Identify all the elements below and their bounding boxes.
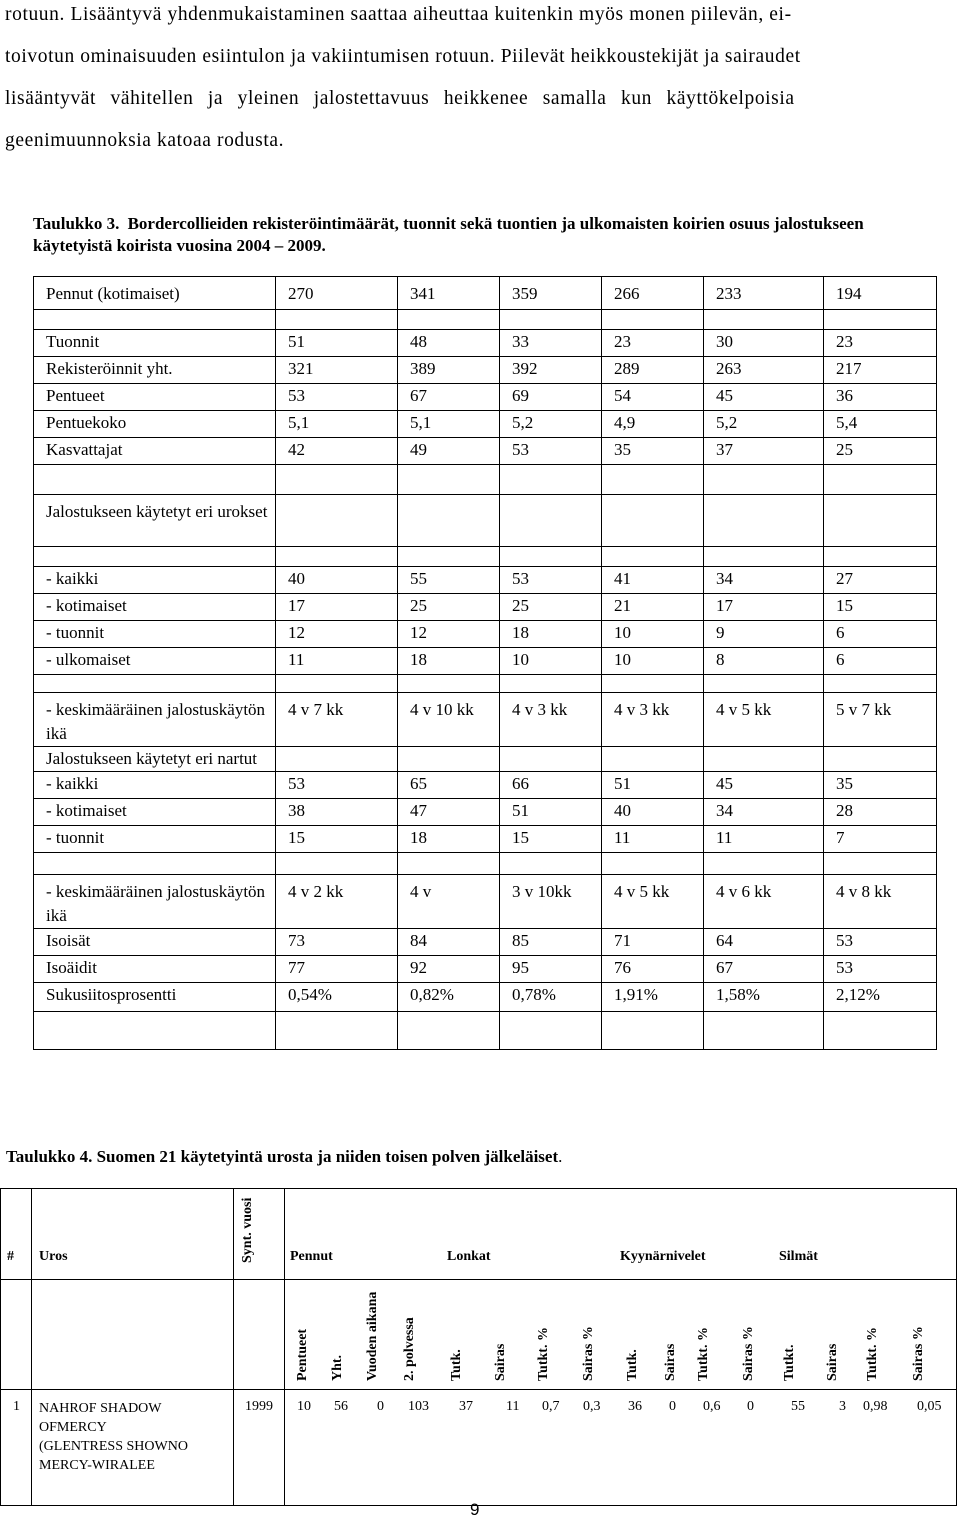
row-value: 3	[839, 1399, 846, 1414]
table-cell	[500, 1012, 602, 1050]
table-cell: 4 v 8 kk	[824, 875, 937, 929]
table3-row	[34, 648, 937, 675]
table-cell: 27	[824, 567, 937, 594]
table-cell: 40	[602, 799, 704, 826]
table-cell: 76	[602, 956, 704, 983]
table-cell: 51	[602, 772, 704, 799]
table-cell	[500, 547, 602, 567]
header-kyynarnivelet: Kyynärnivelet	[620, 1249, 706, 1264]
row-label: - kaikki	[34, 772, 276, 799]
row-label: - tuonnit	[34, 621, 276, 648]
row-divider	[1, 1389, 956, 1390]
table-cell: 53	[824, 929, 937, 956]
column-divider	[31, 1189, 32, 1505]
table3-caption-text: Bordercollieiden rekisteröintimäärät, tuonnit sekä tuontien ja ulkomaisten koirien osuus jalostukseen käytetyistä koirista vuosina 2004 – 2009.	[33, 214, 864, 255]
table-cell: 4 v 10 kk	[398, 693, 500, 747]
table-cell: 77	[276, 956, 398, 983]
table-cell: 4 v	[398, 875, 500, 929]
intro-paragraph	[5, 0, 945, 162]
subheader-7: Tutkt. %	[536, 1327, 551, 1381]
row-value: 0	[747, 1399, 754, 1414]
table3-caption	[33, 213, 933, 257]
table-cell	[398, 547, 500, 567]
table-cell	[398, 495, 500, 547]
table3-row	[34, 621, 937, 648]
paragraph-line: toivotun ominaisuuden esiintulon ja vakiintumisen rotuun. Piilevät heikkoustekijät ja sairaudet	[5, 46, 801, 67]
table-cell: 53	[276, 772, 398, 799]
column-divider	[284, 1189, 285, 1505]
subheader-13: Tutkt.	[782, 1344, 797, 1381]
table-cell: 54	[602, 384, 704, 411]
table-cell: 5,2	[500, 411, 602, 438]
table-cell: 2,12%	[824, 983, 937, 1012]
table3-row	[34, 799, 937, 826]
table-cell	[824, 495, 937, 547]
table-cell: 4,9	[602, 411, 704, 438]
table-cell	[500, 747, 602, 772]
table-cell: 289	[602, 357, 704, 384]
table-cell	[704, 675, 824, 693]
table-cell	[276, 1012, 398, 1050]
table-cell: 34	[704, 799, 824, 826]
table-cell	[398, 1012, 500, 1050]
row-label: - ulkomaiset	[34, 648, 276, 675]
table-cell: 65	[398, 772, 500, 799]
table-cell: 17	[704, 594, 824, 621]
row-value: 0,6	[703, 1399, 721, 1414]
row-label: Isoisät	[34, 929, 276, 956]
table-cell: 23	[602, 330, 704, 357]
table-cell	[704, 310, 824, 330]
row-value: 103	[408, 1399, 429, 1414]
table-cell	[704, 1012, 824, 1050]
table-cell: 95	[500, 956, 602, 983]
row-name-line: MERCY-WIRALEE	[39, 1458, 155, 1473]
table3-row	[34, 594, 937, 621]
table-cell: 5,1	[276, 411, 398, 438]
row-label: - kaikki	[34, 567, 276, 594]
table-cell	[276, 853, 398, 875]
table-cell: 55	[398, 567, 500, 594]
subheader-4: 2. polvessa	[402, 1317, 417, 1381]
row-label: - kotimaiset	[34, 799, 276, 826]
table-cell: 233	[704, 277, 824, 310]
table-cell	[398, 747, 500, 772]
table-cell: 4 v 5 kk	[704, 693, 824, 747]
table-cell: 359	[500, 277, 602, 310]
table3-row	[34, 277, 937, 310]
subheader-5: Tutk.	[449, 1349, 464, 1381]
row-label	[34, 675, 276, 693]
table3-row	[34, 826, 937, 853]
row-value: 0,05	[917, 1399, 942, 1414]
table-cell: 1,58%	[704, 983, 824, 1012]
row-label: - tuonnit	[34, 826, 276, 853]
paragraph-line: lisääntyvät vähitellen ja yleinen jalostettavuus heikkenee samalla kun käyttökelpoisia	[5, 88, 795, 109]
table4	[0, 1188, 957, 1506]
table-cell: 0,82%	[398, 983, 500, 1012]
table-cell: 53	[276, 384, 398, 411]
table4-caption	[6, 1147, 562, 1167]
header-lonkat: Lonkat	[447, 1249, 491, 1264]
table-cell: 69	[500, 384, 602, 411]
header-num: #	[7, 1249, 14, 1264]
table-cell: 4 v 6 kk	[704, 875, 824, 929]
table-cell	[398, 853, 500, 875]
table-cell	[602, 547, 704, 567]
table-cell	[704, 747, 824, 772]
table-cell: 10	[500, 648, 602, 675]
table-cell	[704, 853, 824, 875]
table-cell: 48	[398, 330, 500, 357]
table-cell	[398, 310, 500, 330]
table-cell: 15	[824, 594, 937, 621]
table-cell	[500, 675, 602, 693]
table4-caption-label: Taulukko 4.	[6, 1147, 93, 1166]
table3-row	[34, 465, 937, 495]
row-label	[34, 465, 276, 495]
column-divider	[233, 1189, 234, 1505]
row-num: 1	[13, 1399, 20, 1414]
table-cell: 71	[602, 929, 704, 956]
subheader-10: Sairas	[663, 1343, 678, 1381]
table-cell: 17	[276, 594, 398, 621]
table-cell	[704, 547, 824, 567]
table-cell: 64	[704, 929, 824, 956]
table-cell	[824, 310, 937, 330]
table-cell	[602, 675, 704, 693]
table-cell	[602, 747, 704, 772]
table-cell: 23	[824, 330, 937, 357]
table-cell	[602, 495, 704, 547]
subheader-9: Tutk.	[625, 1349, 640, 1381]
table-cell: 194	[824, 277, 937, 310]
table-cell	[398, 675, 500, 693]
table3-row	[34, 495, 937, 547]
table3-row	[34, 929, 937, 956]
table-cell: 25	[398, 594, 500, 621]
table3-row	[34, 747, 937, 772]
row-name-line: (GLENTRESS SHOWNO	[39, 1439, 188, 1454]
table-cell	[398, 465, 500, 495]
table-cell: 4 v 2 kk	[276, 875, 398, 929]
table-cell: 392	[500, 357, 602, 384]
table-cell: 41	[602, 567, 704, 594]
table3-row	[34, 693, 937, 747]
table3-row	[34, 567, 937, 594]
table3-row	[34, 956, 937, 983]
table-cell	[602, 310, 704, 330]
table-cell	[500, 853, 602, 875]
header-pennut: Pennut	[290, 1249, 333, 1264]
table-cell: 263	[704, 357, 824, 384]
table-cell	[276, 465, 398, 495]
table-cell: 28	[824, 799, 937, 826]
table-cell	[704, 495, 824, 547]
row-value: 11	[506, 1399, 520, 1414]
table-cell: 11	[276, 648, 398, 675]
table-cell: 51	[500, 799, 602, 826]
table3-row	[34, 357, 937, 384]
table-cell	[824, 1012, 937, 1050]
table-cell: 266	[602, 277, 704, 310]
subheader-12: Sairas %	[741, 1326, 756, 1381]
row-value: 0	[669, 1399, 676, 1414]
row-label	[34, 547, 276, 567]
table-cell: 5,1	[398, 411, 500, 438]
subheader-16: Sairas %	[911, 1326, 926, 1381]
row-name	[39, 1399, 188, 1475]
table3-row	[34, 875, 937, 929]
table-cell	[276, 675, 398, 693]
table-cell: 10	[602, 621, 704, 648]
row-label: Tuonnit	[34, 330, 276, 357]
table-cell: 38	[276, 799, 398, 826]
table-cell: 84	[398, 929, 500, 956]
row-label: Isoäidit	[34, 956, 276, 983]
table-cell	[500, 310, 602, 330]
table3-caption-label: Taulukko 3.	[33, 214, 120, 233]
row-label: - keskimääräinen jalostuskäytön ikä	[34, 693, 276, 747]
row-divider	[1, 1279, 956, 1280]
table-cell: 47	[398, 799, 500, 826]
table3-row	[34, 772, 937, 799]
table-cell: 15	[500, 826, 602, 853]
subheader-8: Sairas %	[581, 1326, 596, 1381]
table-cell: 67	[398, 384, 500, 411]
table-cell: 5 v 7 kk	[824, 693, 937, 747]
table-cell: 4 v 5 kk	[602, 875, 704, 929]
subheader-3: Vuoden aikana	[365, 1291, 380, 1381]
table-cell	[602, 1012, 704, 1050]
table-cell: 66	[500, 772, 602, 799]
subheader-2: Yht.	[330, 1354, 345, 1381]
table-cell	[500, 465, 602, 495]
table-cell: 18	[398, 826, 500, 853]
table-cell: 0,54%	[276, 983, 398, 1012]
subheader-11: Tutkt. %	[696, 1327, 711, 1381]
row-label: Kasvattajat	[34, 438, 276, 465]
table-cell: 53	[500, 438, 602, 465]
table-cell: 11	[704, 826, 824, 853]
row-label: Pentuekoko	[34, 411, 276, 438]
table3-row	[34, 853, 937, 875]
table-cell	[276, 747, 398, 772]
row-value: 37	[459, 1399, 473, 1414]
table-cell	[824, 853, 937, 875]
table3-row	[34, 384, 937, 411]
table-cell	[500, 495, 602, 547]
page-number: 9	[470, 1500, 480, 1519]
table-cell: 34	[704, 567, 824, 594]
table-cell	[276, 547, 398, 567]
table-cell	[824, 675, 937, 693]
table-cell: 7	[824, 826, 937, 853]
table-cell: 15	[276, 826, 398, 853]
table-cell: 45	[704, 384, 824, 411]
table3-row	[34, 675, 937, 693]
table4-caption-text: Suomen 21 käytetyintä urosta ja niiden toisen polven jälkeläiset	[96, 1147, 559, 1166]
table3-row	[34, 1012, 937, 1050]
table-cell: 45	[704, 772, 824, 799]
row-value: 0,7	[542, 1399, 560, 1414]
table3-row	[34, 330, 937, 357]
table-cell	[824, 747, 937, 772]
table-cell	[602, 465, 704, 495]
subheader-15: Tutkt. %	[865, 1327, 880, 1381]
row-value: 0,3	[583, 1399, 601, 1414]
table-cell	[824, 547, 937, 567]
table-cell: 36	[824, 384, 937, 411]
table-cell: 18	[500, 621, 602, 648]
table-cell: 4 v 3 kk	[500, 693, 602, 747]
row-label: Sukusiitosprosentti	[34, 983, 276, 1012]
table-cell: 321	[276, 357, 398, 384]
header-synt-vuosi: Synt. vuosi	[240, 1197, 255, 1263]
row-year: 1999	[245, 1399, 273, 1414]
table3-row	[34, 310, 937, 330]
row-value: 10	[297, 1399, 311, 1414]
table-cell: 18	[398, 648, 500, 675]
row-value: 36	[628, 1399, 642, 1414]
table-cell: 4 v 3 kk	[602, 693, 704, 747]
table-cell: 6	[824, 621, 937, 648]
table-cell: 5,4	[824, 411, 937, 438]
table-cell: 85	[500, 929, 602, 956]
table-cell: 8	[704, 648, 824, 675]
table-cell	[276, 310, 398, 330]
table-cell: 6	[824, 648, 937, 675]
table-cell: 25	[500, 594, 602, 621]
row-label: Pennut (kotimaiset)	[34, 277, 276, 310]
table-cell: 3 v 10kk	[500, 875, 602, 929]
table-cell: 4 v 7 kk	[276, 693, 398, 747]
row-name-line: NAHROF SHADOW	[39, 1401, 162, 1416]
row-label: Rekisteröinnit yht.	[34, 357, 276, 384]
subheader-1: Pentueet	[295, 1328, 310, 1381]
table-cell: 53	[824, 956, 937, 983]
table-cell: 35	[602, 438, 704, 465]
header-uros: Uros	[39, 1249, 68, 1264]
table-cell: 92	[398, 956, 500, 983]
row-label: Jalostukseen käytetyt eri nartut	[34, 747, 276, 772]
table-cell: 30	[704, 330, 824, 357]
paragraph-line: geenimuunnoksia katoaa rodusta.	[5, 130, 285, 151]
table-cell: 270	[276, 277, 398, 310]
table-cell	[276, 495, 398, 547]
table-cell: 389	[398, 357, 500, 384]
row-label: Pentueet	[34, 384, 276, 411]
row-label	[34, 1012, 276, 1050]
row-value: 56	[334, 1399, 348, 1414]
table-cell: 67	[704, 956, 824, 983]
table-cell: 51	[276, 330, 398, 357]
table-cell: 0,78%	[500, 983, 602, 1012]
table-cell: 10	[602, 648, 704, 675]
row-label: - kotimaiset	[34, 594, 276, 621]
table3-row	[34, 411, 937, 438]
table-cell: 42	[276, 438, 398, 465]
row-label	[34, 310, 276, 330]
row-value: 0	[377, 1399, 384, 1414]
table3	[33, 276, 937, 1050]
table-cell: 217	[824, 357, 937, 384]
row-value: 0,98	[863, 1399, 888, 1414]
row-name-line: OFMERCY	[39, 1420, 107, 1435]
table-cell: 9	[704, 621, 824, 648]
table-cell: 40	[276, 567, 398, 594]
table3-row	[34, 983, 937, 1012]
subheader-6: Sairas	[493, 1343, 508, 1381]
header-silmat: Silmät	[779, 1249, 818, 1264]
subheader-14: Sairas	[825, 1343, 840, 1381]
row-label: Jalostukseen käytetyt eri urokset	[34, 495, 276, 547]
table-cell: 12	[276, 621, 398, 648]
table-cell: 12	[398, 621, 500, 648]
table-cell	[602, 853, 704, 875]
table-cell: 5,2	[704, 411, 824, 438]
table-cell: 1,91%	[602, 983, 704, 1012]
row-label: - keskimääräinen jalostuskäytön ikä	[34, 875, 276, 929]
table-cell: 49	[398, 438, 500, 465]
table-cell: 341	[398, 277, 500, 310]
table-cell: 11	[602, 826, 704, 853]
table-cell: 37	[704, 438, 824, 465]
table4-caption-end: .	[558, 1147, 563, 1166]
row-label	[34, 853, 276, 875]
table-cell: 53	[500, 567, 602, 594]
table3-row	[34, 438, 937, 465]
paragraph-line: rotuun. Lisääntyvä yhdenmukaistaminen saattaa aiheuttaa kuitenkin myös monen piilevän, ei-	[5, 4, 792, 25]
table-cell	[824, 465, 937, 495]
table-cell: 73	[276, 929, 398, 956]
table-cell: 25	[824, 438, 937, 465]
row-value: 55	[791, 1399, 805, 1414]
table-cell: 35	[824, 772, 937, 799]
table-cell	[704, 465, 824, 495]
table-cell: 33	[500, 330, 602, 357]
table3-row	[34, 547, 937, 567]
table-cell: 21	[602, 594, 704, 621]
